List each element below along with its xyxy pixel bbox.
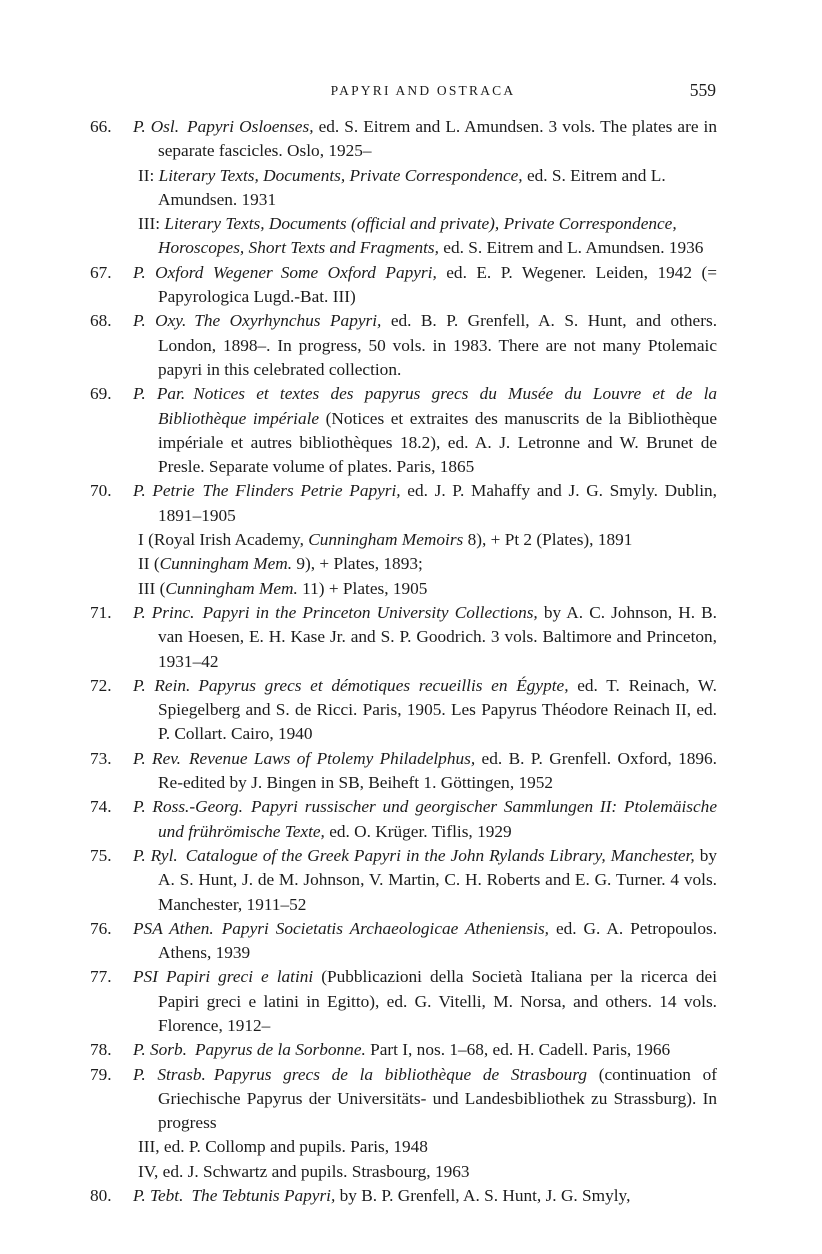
entry-number: 76. — [90, 918, 112, 938]
bibliography-list — [90, 115, 718, 1208]
entry-details: ed. B. P. Grenfell, A. S. Hunt, and others. London, 1898–. In progress, 50 vols. in 1983. There are not many Ptolemaic papyri in this celebrated collection. — [158, 311, 718, 379]
bibliography-entry — [90, 479, 717, 528]
entry-abbreviation: P. Strasb. — [133, 1064, 206, 1084]
entry-number: 71. — [90, 602, 112, 622]
entry-details: ed. T. Reinach, W. Spiegelberg and S. de Ricci. Paris, 1905. Les Papyrus Théodore Reinach II, ed. P. Collart. Cairo, 1940 — [158, 675, 717, 744]
entry-abbreviation: P. Tebt. — [133, 1186, 184, 1206]
entry-details: (continuation of Griechische Papyrus der Universitäts- und Landesbibliothek zu Strassburg). In progress — [158, 1064, 717, 1133]
entry-title: Papyrus grecs de la bibliothèque de Strasbourg — [213, 1064, 588, 1084]
bibliography-entry — [90, 309, 718, 382]
entry-details: Part I, nos. 1–68, ed. H. Cadell. Paris, 1966 — [365, 1040, 671, 1060]
subvolume-title: Cunningham Memoirs — [308, 530, 464, 550]
bibliography-entry — [90, 382, 718, 479]
entry-number: 72. — [90, 675, 112, 695]
page-header — [130, 80, 716, 106]
entry-details: by A. C. Johnson, H. B. van Hoesen, E. H. Kase Jr. and S. P. Goodrich. 3 vols. Baltimore and Princeton, 1931–42 — [158, 602, 717, 671]
bibliography-entry — [90, 917, 718, 966]
entry-number: 67. — [90, 262, 112, 282]
entry-abbreviation: P. Petrie — [133, 481, 195, 501]
entry-abbreviation: P. Rev. — [133, 748, 181, 768]
subvolume-pre: I (Royal Irish Academy, — [138, 530, 309, 550]
entry-number: 74. — [90, 797, 112, 817]
subvolume-post: 11) + Plates, 1905 — [297, 578, 428, 598]
bibliography-entry — [90, 747, 717, 796]
entry-details: by A. S. Hunt, J. de M. Johnson, V. Martin, C. H. Roberts and E. G. Turner. 4 vols. Manchester, 1911–52 — [158, 845, 717, 914]
entry-abbreviation: PSA Athen. — [133, 918, 214, 938]
subvolume-pre: III, ed. P. Collomp and pupils. Paris, 1948 — [138, 1137, 428, 1157]
entry-title: Papyri russischer und georgischer Sammlungen II: Ptolemäische und frührömische Texte, — [158, 797, 717, 841]
entry-details: (Notices et extraites des manuscrits de la Bibliothèque impériale et autres bibliothèques 18.2), ed. A. J. Letronne and W. Brunet de Presle. Separate volume of plates. Paris, 1865 — [158, 408, 718, 477]
entry-abbreviation: P. Ross.-Georg. — [133, 797, 243, 817]
subvolume-pre: II ( — [138, 554, 160, 574]
subvolume-title: Literary Texts, Documents (official and private), Private Correspondence, Horoscopes, Short Texts and Fragments, — [158, 214, 677, 258]
entry-number: 70. — [90, 481, 112, 501]
subvolume-pre: II: — [138, 165, 159, 185]
subvolume-pre: III: — [138, 214, 165, 234]
bibliography-entry — [90, 844, 717, 917]
entry-title: Papyri Osloenses, — [187, 117, 314, 136]
bibliography-entry — [90, 1184, 717, 1208]
subvolume-pre: III ( — [138, 578, 166, 598]
entry-number: 69. — [90, 384, 112, 404]
subvolume-title: Cunningham Mem. — [159, 554, 293, 574]
entry-title: Papyri in the Princeton University Collections, — [202, 602, 538, 622]
entry-title: The Tebtunis Papyri, — [191, 1186, 336, 1206]
entry-details: ed. J. P. Mahaffy and J. G. Smyly. Dublin, 1891–1905 — [158, 481, 717, 525]
entry-abbreviation: P. Par. — [133, 384, 186, 404]
entry-title: Papyrus de la Sorbonne. — [194, 1040, 366, 1060]
entry-abbreviation: P. Rein. — [133, 675, 191, 695]
entry-abbreviation: P. Princ. — [133, 602, 195, 622]
entry-details: ed. O. Krüger. Tiflis, 1929 — [324, 821, 512, 841]
entry-title: Revenue Laws of Ptolemy Philadelphus, — [188, 748, 476, 768]
entry-details: ed. S. Eitrem and L. Amundsen. 3 vols. The plates are in separate fascicles. Oslo, 1925– — [158, 117, 717, 161]
entry-abbreviation: P. Osl. — [133, 117, 180, 136]
entry-title: The Flinders Petrie Papyri, — [202, 481, 401, 501]
entry-title: The Oxyrhynchus Papyri, — [194, 311, 382, 331]
entry-title: Papyrus grecs et démotiques recueillis en Égypte, — [198, 675, 569, 695]
subvolume-post: 9), + Plates, 1893; — [292, 554, 423, 574]
page-number: 559 — [689, 80, 716, 100]
bibliography-entry — [90, 115, 717, 164]
bibliography-entry — [90, 674, 717, 747]
bibliography-entry — [90, 1038, 717, 1062]
entry-abbreviation: PSI — [133, 967, 158, 987]
bibliography-entry — [90, 1063, 717, 1136]
subvolume-post: ed. S. Eitrem and L. Amundsen. 1936 — [438, 238, 704, 258]
entry-title: Catalogue of the Greek Papyri in the John Rylands Library, Manchester, — [185, 845, 695, 865]
bibliography-entry — [90, 795, 717, 844]
entry-details: ed. B. P. Grenfell. Oxford, 1896. Re-edited by J. Bingen in SB, Beiheft 1. Göttingen, 1952 — [158, 748, 717, 793]
entry-subvolume — [101, 1160, 717, 1184]
entry-number: 66. — [90, 117, 112, 136]
bibliography-entry — [90, 261, 717, 310]
bibliography-entry — [90, 601, 717, 674]
entry-title: Papiri greci e latini — [165, 967, 314, 987]
entry-title: Notices et textes des papyrus grecs du Musée du Louvre et de la Bibliothèque impériale — [158, 384, 718, 428]
entry-number: 80. — [90, 1186, 112, 1206]
entry-details: by B. P. Grenfell, A. S. Hunt, J. G. Smyly, — [335, 1186, 631, 1206]
entry-details: (Pubblicazioni della Società Italiana per la ricerca dei Papiri greci e latini in Egitto), ed. G. Vitelli, M. Norsa, and others. 14 vols. Florence, 1912– — [158, 967, 717, 1035]
entry-abbreviation: P. Ryl. — [133, 845, 178, 865]
subvolume-pre: IV, ed. J. Schwartz and pupils. Strasbourg, 1963 — [138, 1161, 470, 1181]
running-title: PAPYRI AND OSTRACA — [330, 83, 516, 98]
bibliography-entry — [90, 965, 717, 1038]
entry-number: 79. — [90, 1064, 112, 1084]
entry-title: Papyri Societatis Archaeologicae Atheniensis, — [221, 918, 549, 938]
entry-abbreviation: P. Oxy. — [133, 311, 187, 331]
entry-abbreviation: P. Oxford Wegener — [133, 262, 273, 282]
entry-details: ed. G. A. Petropoulos. Athens, 1939 — [158, 918, 718, 963]
entry-abbreviation: P. Sorb. — [133, 1040, 187, 1060]
entry-subvolume — [101, 552, 717, 576]
subvolume-post: ed. S. Eitrem and L. Amundsen. 1931 — [158, 165, 666, 209]
subvolume-post: 8), + Pt 2 (Plates), 1891 — [463, 530, 633, 550]
entry-subvolume — [101, 164, 717, 213]
subvolume-title: Cunningham Mem. — [165, 578, 298, 598]
entry-subvolume — [101, 212, 717, 261]
subvolume-title: Literary Texts, Documents, Private Correspondence, — [158, 165, 523, 185]
entry-number: 68. — [90, 311, 112, 331]
entry-number: 75. — [90, 845, 112, 865]
entry-details: ed. E. P. Wegener. Leiden, 1942 (= Papyrologica Lugd.-Bat. III) — [158, 262, 717, 307]
entry-number: 78. — [90, 1040, 112, 1060]
entry-number: 77. — [90, 967, 112, 987]
entry-number: 73. — [90, 748, 112, 768]
entry-title: Some Oxford Papyri, — [280, 262, 437, 282]
entry-subvolume — [101, 1135, 717, 1159]
entry-subvolume — [101, 577, 717, 601]
entry-subvolume — [101, 528, 717, 552]
